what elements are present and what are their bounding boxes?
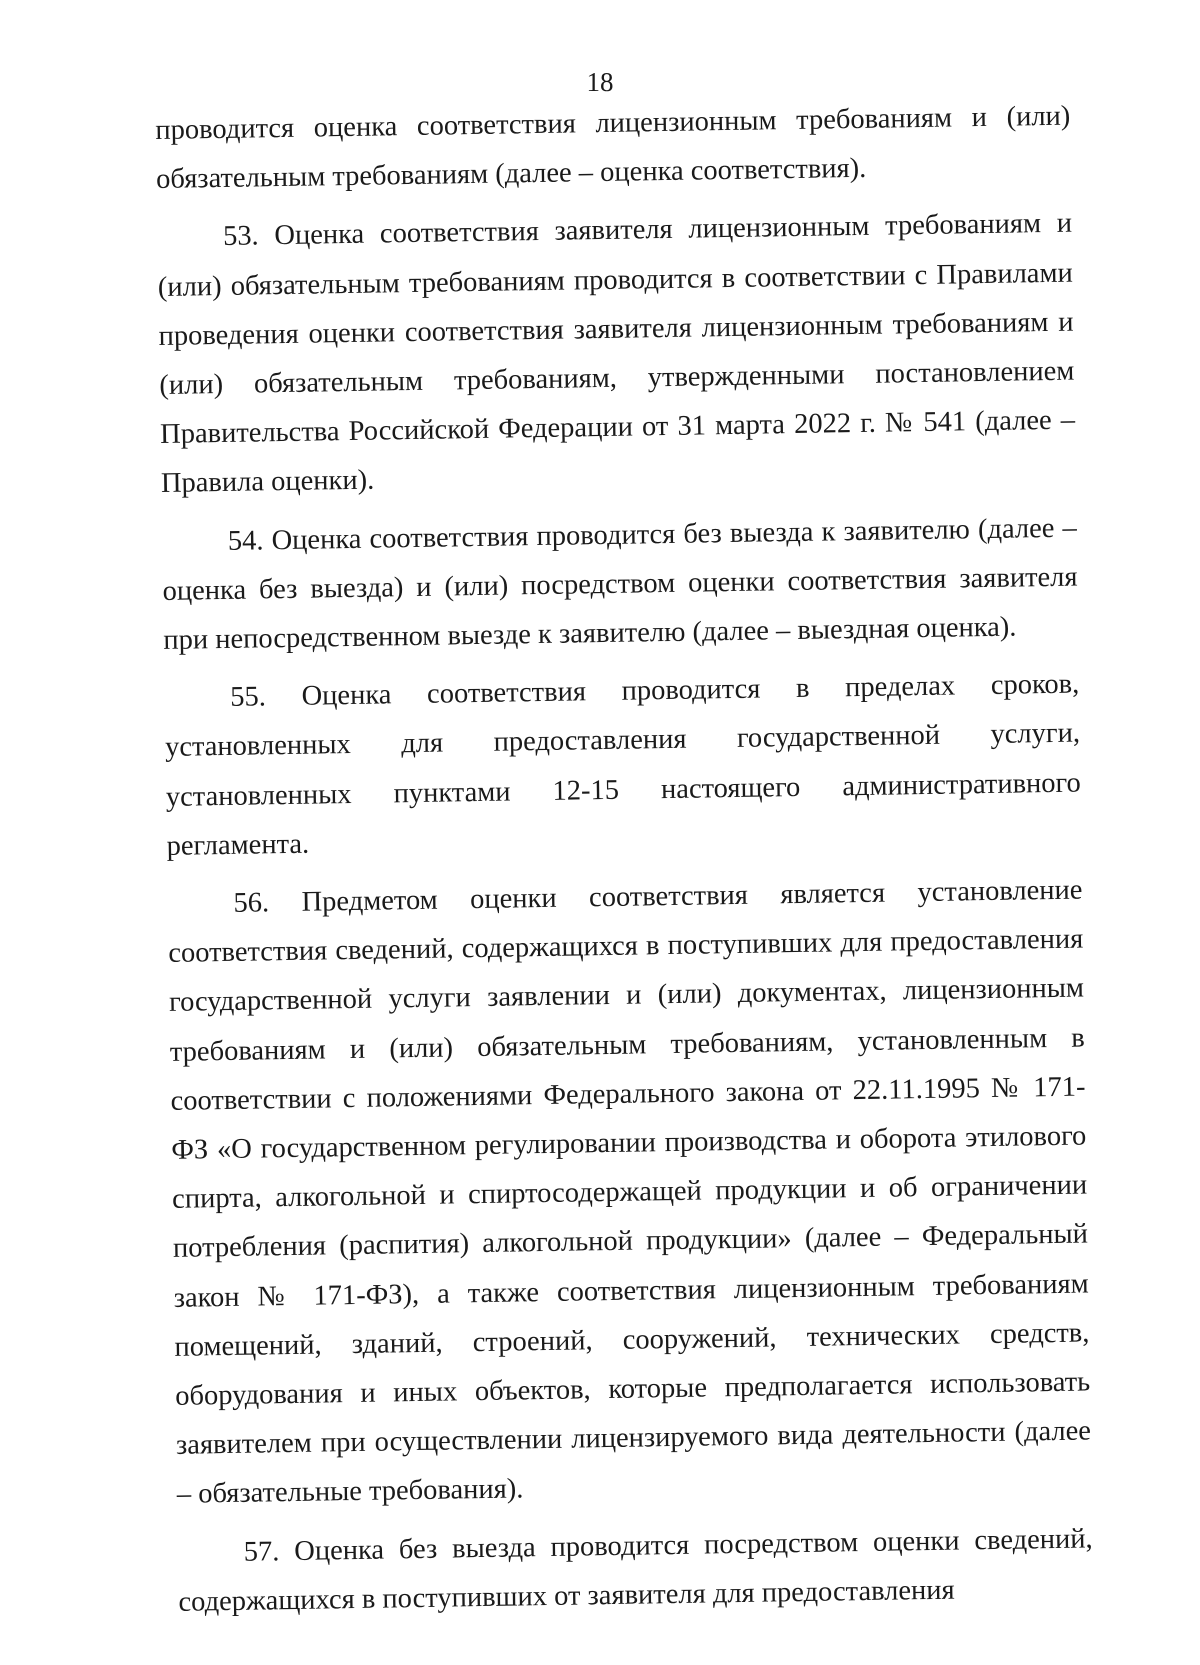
document-body (155, 92, 1094, 1627)
paragraph-55: 55. Оценка соответствия проводится в пределах сроков, установленных для предоставления государственной услуги, установленных пунктами 12-15 настоящего административного регламента. (164, 668, 1081, 862)
page-number: 18 (586, 67, 614, 97)
paragraph-56: 56. Предметом оценки соответствия является установление соответствия сведений, содержащихся в поступивших для предоставления государственной услуги заявлении и (или) документах, лицензионным требованиям и (или) обязательным требованиям, установленным в соответствии с положениями Федерального закона от 22.11.1995 № 171-ФЗ «О государственном регулировании производства и оборота этилового спирта, алкогольной и спиртосодержащей продукции и об ограничении потребления (распития) алкогольной продукции» (далее – Федеральный закон № 171-ФЗ), а также соответствия лицензионным требованиям помещений, зданий, строений, сооружений, технических средств, оборудования и иных объектов, которые предполагается использовать заявителем при осуществлении лицензируемого вида деятельности (далее – обязательные требования). (168, 874, 1092, 1511)
paragraph-53: 53. Оценка соответствия заявителя лицензионным требованиям и (или) обязательным требованиям проводится в соответствии с Правилами проведения оценки соответствия заявителя лицензионным требованиям и (или) обязательным требованиям, утвержденными постановлением Правительства Российской Федерации от 31 марта 2022 г. № 541 (далее – Правила оценки). (157, 208, 1076, 500)
paragraph-52-continuation: проводится оценка соответствия лицензионным требованиям и (или) обязательным требованиям (далее – оценка соответствия). (155, 100, 1071, 196)
paragraph-54: 54. Оценка соответствия проводится без выезда к заявителю (далее – оценка без выезда) и (или) посредством оценки соответствия заявителя при непосредственном выезде к заявителю (далее – выездная оценка). (162, 512, 1078, 656)
paragraph-57: 57. Оценка без выезда проводится посредством оценки сведений, содержащихся в поступивших от заявителя для предоставления (178, 1523, 1093, 1618)
